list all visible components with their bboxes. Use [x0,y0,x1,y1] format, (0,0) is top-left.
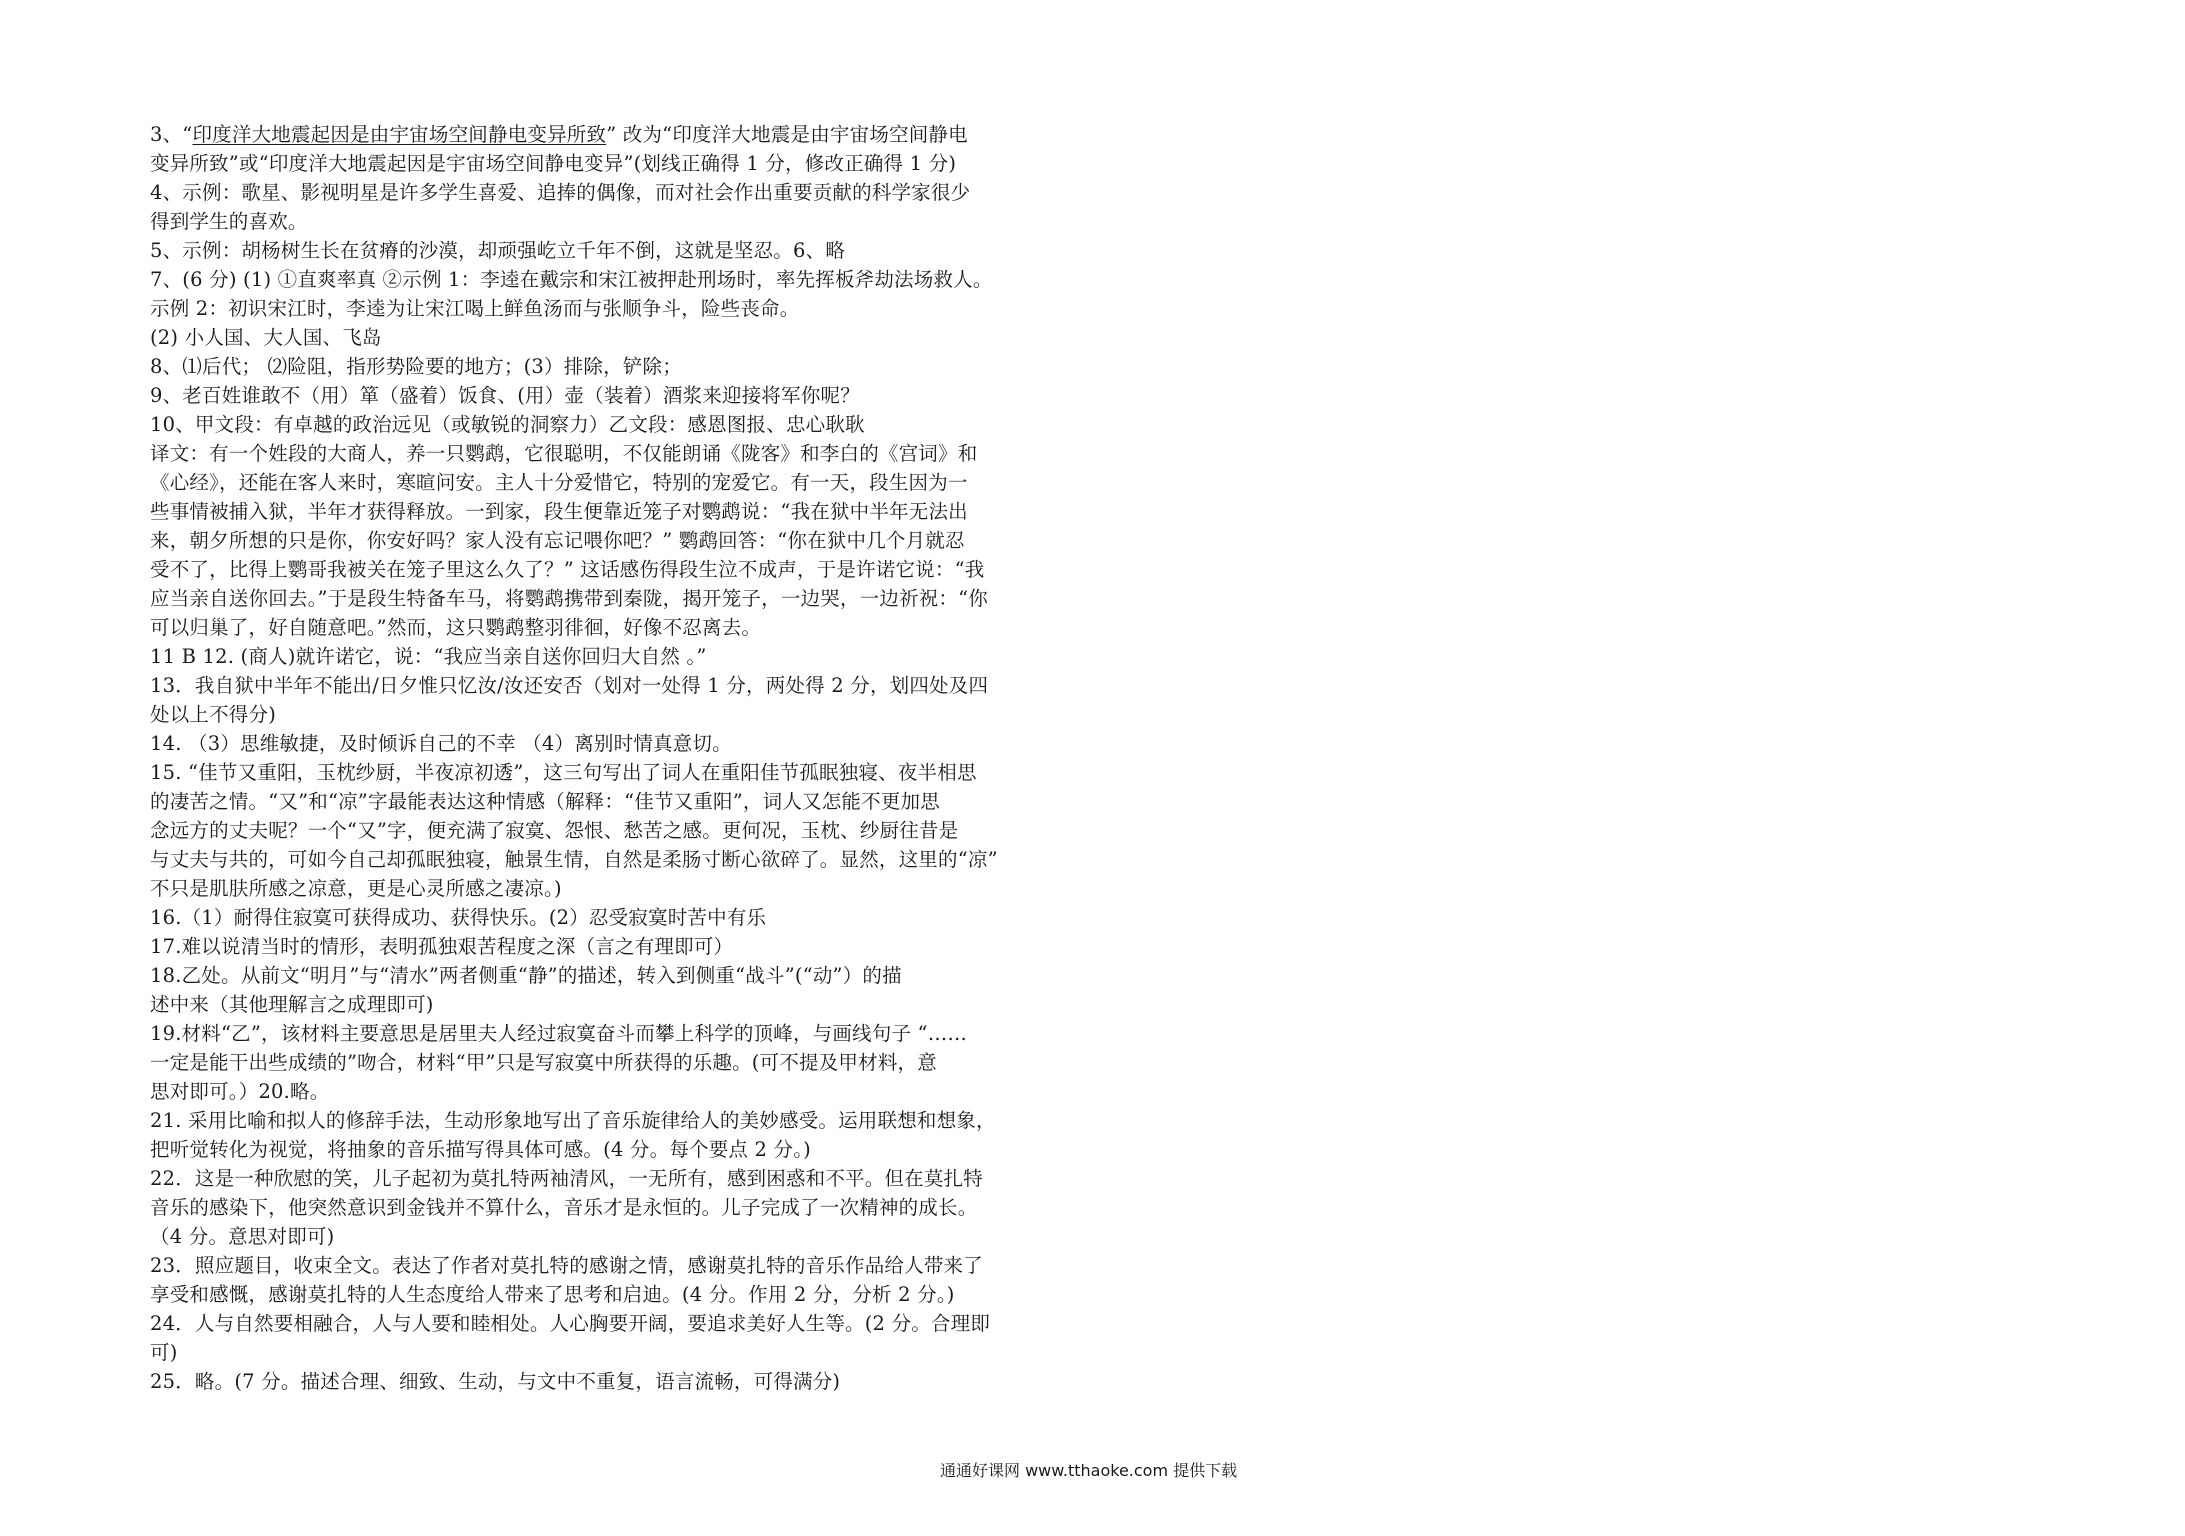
text-segment: 3、“ [150,123,193,146]
text-line: 不只是肌肤所感之凉意，更是心灵所感之凄凉。) [150,877,562,900]
text-line: 14. （3）思维敏捷，及时倾诉自己的不幸 （4）离别时情真意切。 [150,732,732,755]
text-line: 24．人与自然要相融合，人与人要和睦相处。人心胸要开阔，要追求美好人生等。(2 分。合理即 [150,1312,991,1335]
text-line: 音乐的感染下，他突然意识到金钱并不算什么，音乐才是永恒的。儿子完成了一次精神的成长。 [150,1196,978,1219]
text-line: 《心经》，还能在客人来时，寒暄问安。主人十分爱惜它，特别的宠爱它。有一天，段生因为一 [150,471,968,494]
text-line: 译文：有一个姓段的大商人，养一只鹦鹉，它很聪明，不仅能朗诵《陇客》和李白的《宫词》和 [150,442,978,465]
text-line: 可) [150,1341,178,1364]
text-line: 示例 2：初识宋江时，李逵为让宋江喝上鲜鱼汤而与张顺争斗，险些丧命。 [150,297,800,320]
text-line: 17.难以说清当时的情形，表明孤独艰苦程度之深（言之有理即可） [150,935,734,958]
text-line: 4、示例：歌星、影视明星是许多学生喜爱、追捧的偶像，而对社会作出重要贡献的科学家很少 [150,181,971,204]
text-line: 5、示例：胡杨树生长在贫瘠的沙漠，却顽强屹立千年不倒，这就是坚忍。6、略 [150,239,846,262]
text-line: 21. 采用比喻和拟人的修辞手法，生动形象地写出了音乐旋律给人的美妙感受。运用联想和想象， [150,1109,996,1132]
answer-key-text [150,120,1082,1396]
text-line: 处以上不得分) [150,703,277,726]
text-line: 些事情被捕入狱，半年才获得释放。一到家，段生便靠近笼子对鹦鹉说：“我在狱中半年无法出 [150,500,968,523]
text-line: 应当亲自送你回去。”于是段生特备车马，将鹦鹉携带到秦陇，揭开笼子，一边哭，一边祈祝：“你 [150,587,988,610]
text-line: （4 分。意思对即可) [150,1225,335,1248]
text-line: 把听觉转化为视觉，将抽象的音乐描写得具体可感。(4 分。每个要点 2 分。) [150,1138,811,1161]
text-line: 得到学生的喜欢。 [150,210,308,233]
text-line: 11 B 12. (商人)就许诺它，说：“我应当亲自送你回归大自然 。” [150,645,707,668]
footer-credit: 通通好课网 www.tthaoke.com 提供下载 [940,1461,1238,1480]
text-line: 享受和感慨，感谢莫扎特的人生态度给人带来了思考和启迪。(4 分。作用 2 分，分析 2 分。) [150,1283,955,1306]
text-line: 9、老百姓谁敢不（用）箪（盛着）饭食、(用）壶（装着）酒浆来迎接将军你呢？ [150,384,860,407]
text-line: 16.（1）耐得住寂寞可获得成功、获得快乐。(2）忍受寂寞时苦中有乐 [150,906,767,929]
text-segment: ” 改为“印度洋大地震是由宇宙场空间静电 [606,123,968,146]
underlined-sentence: 印度洋大地震起因是由宇宙场空间静电变异所致 [192,123,607,146]
text-line: 15. “佳节又重阳，玉枕纱厨，半夜凉初透”，这三句写出了词人在重阳佳节孤眠独寝、夜半相思 [150,761,977,784]
text-line [150,120,1082,149]
text-line: 思对即可。）20.略。 [150,1080,330,1103]
text-line: 可以归巢了，好自随意吧。”然而，这只鹦鹉整羽徘徊，好像不忍离去。 [150,616,762,639]
text-line: 25．略。(7 分。描述合理、细致、生动，与文中不重复，语言流畅，可得满分) [150,1370,841,1393]
text-line: 18.乙处。从前文“明月”与“清水”两者侧重“静”的描述，转入到侧重“战斗”(“动”）的描 [150,964,902,987]
text-line: 19.材料“乙”，该材料主要意思是居里夫人经过寂寞奋斗而攀上科学的顶峰，与画线句子 “…… [150,1022,968,1045]
text-line: 7、(6 分) (1) ①直爽率真 ②示例 1：李逵在戴宗和宋江被押赴刑场时，率先挥板斧劫法场救人。 [150,268,993,291]
text-line: 念远方的丈夫呢？一个“又”字，便充满了寂寞、怨恨、愁苦之感。更何况，玉枕、纱厨往昔是 [150,819,959,842]
text-line: 来，朝夕所想的只是你，你安好吗？家人没有忘记喂你吧？” 鹦鹉回答：“你在狱中几个月就忍 [150,529,965,552]
text-line: 23．照应题目，收束全文。表达了作者对莫扎特的感谢之情，感谢莫扎特的音乐作品给人带来了 [150,1254,983,1277]
text-line: 8、⑴后代； ⑵险阻，指形势险要的地方；(3）排除，铲除； [150,355,682,378]
text-line: 22．这是一种欣慰的笑，儿子起初为莫扎特两袖清风，一无所有，感到困惑和不平。但在莫扎特 [150,1167,983,1190]
text-line: 一定是能干出些成绩的”吻合，材料“甲”只是写寂寞中所获得的乐趣。(可不提及甲材料，意 [150,1051,937,1074]
text-line: 13．我自狱中半年不能出/日夕惟只忆汝/汝还安否（划对一处得 1 分，两处得 2 分，划四处及四 [150,674,989,697]
text-line: 10、甲文段：有卓越的政治远见（或敏锐的洞察力）乙文段：感恩图报、忠心耿耿 [150,413,865,436]
text-line: 变异所致”或“印度洋大地震起因是宇宙场空间静电变异”(划线正确得 1 分，修改正确得 1 分) [150,152,957,175]
text-line: 述中来（其他理解言之成理即可) [150,993,434,1016]
text-line: 受不了，比得上鹦哥我被关在笼子里这么久了？” 这话感伤得段生泣不成声，于是许诺它说：“我 [150,558,985,581]
text-line: 的凄苦之情。“又”和“凉”字最能表达这种情感（解释：“佳节又重阳”，词人又怎能不更加思 [150,790,940,813]
text-line: 与丈夫与共的，可如今自己却孤眠独寝，触景生情，自然是柔肠寸断心欲碎了。显然，这里的“凉” [150,848,998,871]
text-line: (2) 小人国、大人国、飞岛 [150,326,382,349]
